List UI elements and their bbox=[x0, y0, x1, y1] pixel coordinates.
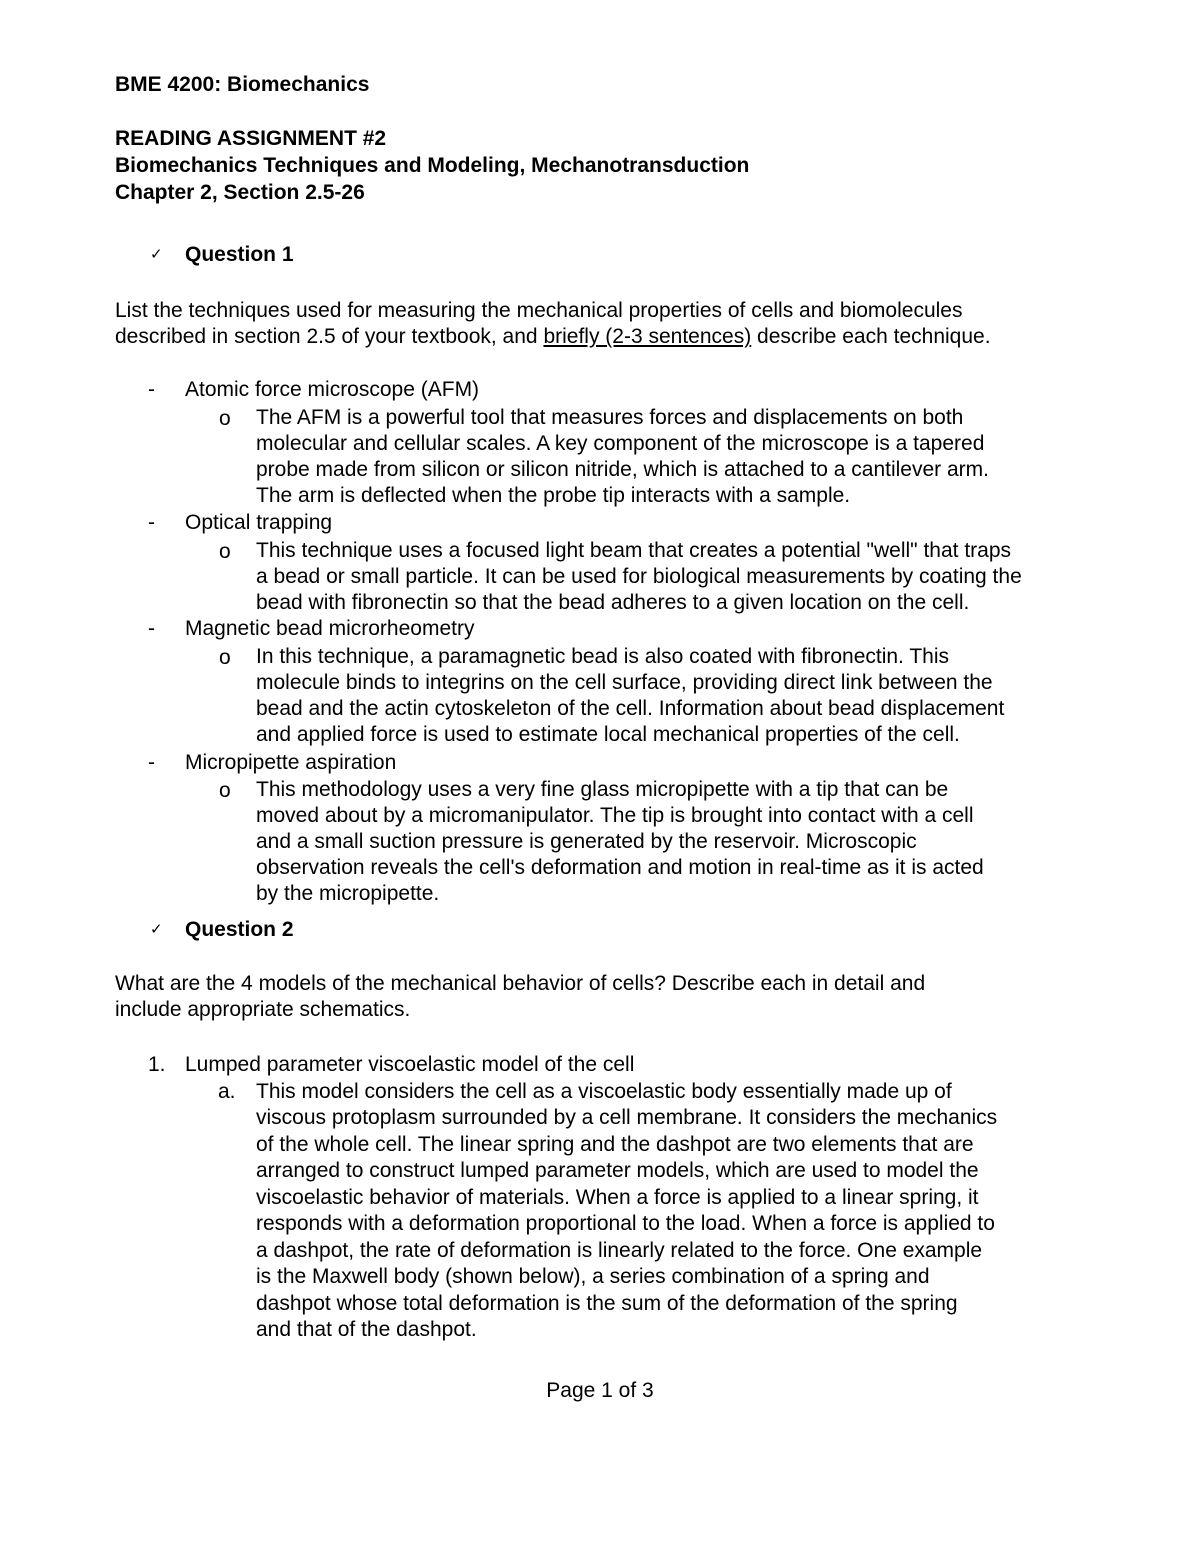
micropipette-desc-line: by the micropipette. bbox=[256, 882, 440, 905]
page-number: Page 1 of 3 bbox=[546, 1379, 654, 1402]
afm-desc-line: probe made from silicon or silicon nitride, which is attached to a cantilever arm. bbox=[256, 458, 989, 481]
micropipette-desc-line: and a small suction pressure is generated by the reservoir. Microscopic bbox=[256, 830, 917, 853]
model-desc-line: dashpot whose total deformation is the sum of the deformation of the spring bbox=[256, 1292, 958, 1315]
afm-desc-line: The arm is deflected when the probe tip interacts with a sample. bbox=[256, 484, 851, 507]
question-2-prompt-line-2: include appropriate schematics. bbox=[115, 998, 411, 1021]
magnetic-desc-line: molecule binds to integrins on the cell surface, providing direct link between the bbox=[256, 671, 993, 694]
assignment-title: READING ASSIGNMENT #2 bbox=[115, 127, 387, 150]
model-desc-line: a dashpot, the rate of deformation is linearly related to the force. One example bbox=[256, 1239, 983, 1262]
model-desc-line: arranged to construct lumped parameter models, which are used to model the bbox=[256, 1159, 979, 1182]
prompt-text-a: described in section 2.5 of your textbook, and bbox=[115, 325, 544, 348]
question-2-title: Question 2 bbox=[185, 918, 294, 941]
magnetic-desc-line: and applied force is used to estimate local mechanical properties of the cell. bbox=[256, 723, 960, 746]
model-desc-line: responds with a deformation proportional to the load. When a force is applied to bbox=[256, 1212, 995, 1235]
question-1-prompt-line-1: List the techniques used for measuring the mechanical properties of cells and biomolecules bbox=[115, 299, 963, 322]
micropipette-desc-line: moved about by a micromanipulator. The tip is brought into contact with a cell bbox=[256, 804, 974, 827]
model-desc-line: viscoelastic behavior of materials. When a force is applied to a linear spring, it bbox=[256, 1186, 979, 1209]
magnetic-desc-line: In this technique, a paramagnetic bead is also coated with fibronectin. This bbox=[256, 645, 950, 668]
model-desc-line: viscous protoplasm surrounded by a cell membrane. It considers the mechanics bbox=[256, 1106, 998, 1129]
model-lumped-parameter: Lumped parameter viscoelastic model of the cell bbox=[185, 1053, 635, 1076]
course-title: BME 4200: Biomechanics bbox=[115, 73, 370, 96]
micropipette-desc-line: observation reveals the cell's deformation and motion in real-time as it is acted bbox=[256, 856, 984, 879]
question-1-title: Question 1 bbox=[185, 243, 294, 266]
model-desc-line: is the Maxwell body (shown below), a series combination of a spring and bbox=[256, 1265, 930, 1288]
check-icon: ✓ bbox=[150, 921, 163, 938]
bullet-marker: o bbox=[219, 540, 231, 563]
model-desc-line: of the whole cell. The linear spring and the dashpot are two elements that are bbox=[256, 1133, 974, 1156]
letter-marker: a. bbox=[218, 1080, 236, 1103]
model-desc-line: This model considers the cell as a viscoelastic body essentially made up of bbox=[256, 1080, 952, 1103]
optical-desc-line: This technique uses a focused light beam that creates a potential "well" that traps bbox=[256, 539, 1012, 562]
prompt-underlined: briefly (2-3 sentences) bbox=[543, 325, 752, 348]
numbered-marker: 1. bbox=[148, 1053, 166, 1076]
bullet-marker: o bbox=[219, 407, 231, 430]
dash-marker: - bbox=[148, 751, 155, 774]
technique-magnetic-bead: Magnetic bead microrheometry bbox=[185, 617, 475, 640]
question-2-prompt-line-1: What are the 4 models of the mechanical behavior of cells? Describe each in detail and bbox=[115, 972, 926, 995]
prompt-text-b: describe each technique. bbox=[751, 325, 991, 348]
dash-marker: - bbox=[148, 378, 155, 401]
micropipette-desc-line: This methodology uses a very fine glass micropipette with a tip that can be bbox=[256, 778, 949, 801]
chapter-title: Chapter 2, Section 2.5-26 bbox=[115, 181, 365, 204]
bullet-marker: o bbox=[219, 646, 231, 669]
afm-desc-line: molecular and cellular scales. A key component of the microscope is a tapered bbox=[256, 432, 985, 455]
technique-optical-trapping: Optical trapping bbox=[185, 511, 333, 534]
question-1-prompt-line-2 bbox=[115, 324, 991, 350]
dash-marker: - bbox=[148, 511, 155, 534]
check-icon: ✓ bbox=[150, 246, 163, 263]
topic-title: Biomechanics Techniques and Modeling, Mechanotransduction bbox=[115, 154, 750, 177]
bullet-marker: o bbox=[219, 779, 231, 802]
technique-micropipette: Micropipette aspiration bbox=[185, 751, 397, 774]
dash-marker: - bbox=[148, 617, 155, 640]
magnetic-desc-line: bead and the actin cytoskeleton of the cell. Information about bead displacement bbox=[256, 697, 1005, 720]
afm-desc-line: The AFM is a powerful tool that measures forces and displacements on both bbox=[256, 406, 964, 429]
model-desc-line: and that of the dashpot. bbox=[256, 1318, 477, 1341]
technique-afm: Atomic force microscope (AFM) bbox=[185, 378, 480, 401]
optical-desc-line: a bead or small particle. It can be used for biological measurements by coating the bbox=[256, 565, 1022, 588]
optical-desc-line: bead with fibronectin so that the bead adheres to a given location on the cell. bbox=[256, 591, 970, 614]
